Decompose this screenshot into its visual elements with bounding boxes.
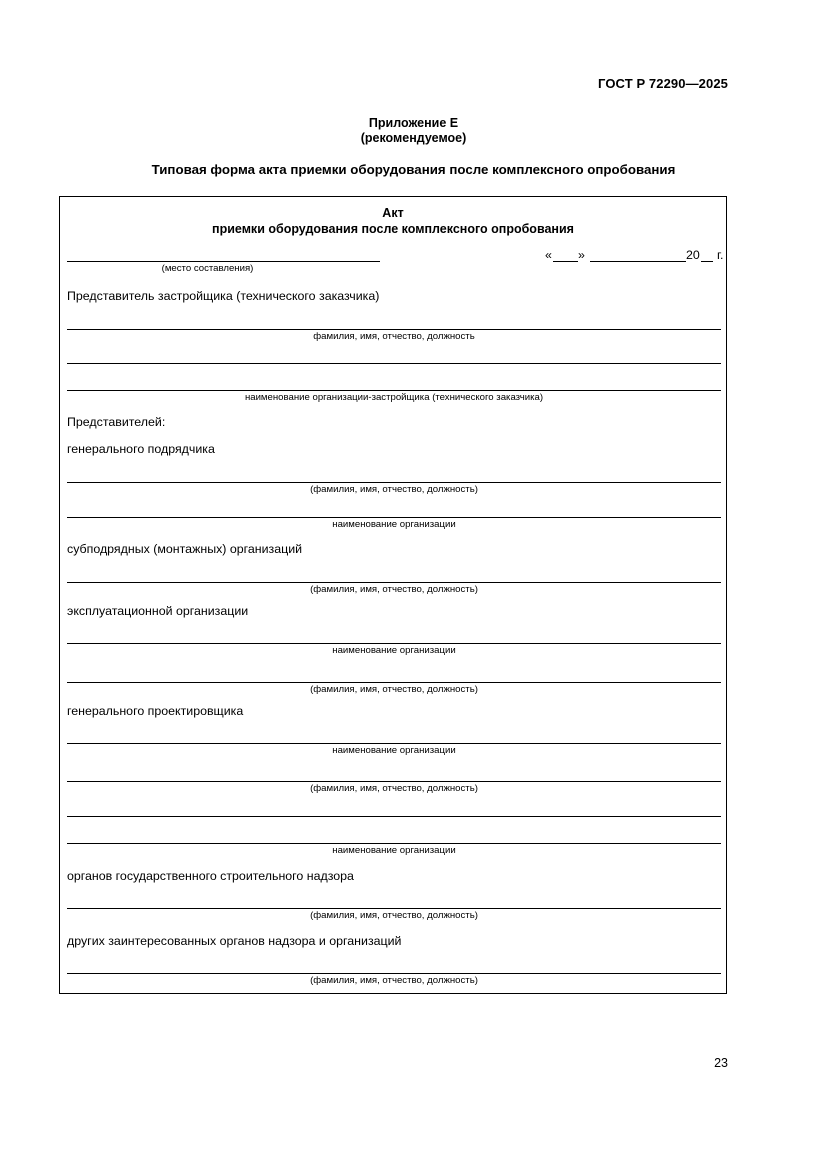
date-close-quote: » <box>578 248 585 262</box>
other-bodies-name-field[interactable] <box>67 973 721 974</box>
act-subtitle: приемки оборудования после комплексного опробования <box>212 222 574 236</box>
other-bodies-label: других заинтересованных органов надзора и организаций <box>67 934 402 948</box>
general-contractor-org-field[interactable] <box>67 517 721 518</box>
annex-type: (рекомендуемое) <box>360 131 467 145</box>
date-year-prefix: 20 <box>686 248 700 262</box>
other-bodies-name-caption: (фамилия, имя, отчество, должность) <box>310 975 478 986</box>
developer-extra-field[interactable] <box>67 363 721 364</box>
general-designer-extra-field[interactable] <box>67 816 721 817</box>
developer-name-caption: фамилия, имя, отчество, должность <box>313 331 475 342</box>
general-designer-name-caption: (фамилия, имя, отчество, должность) <box>310 783 478 794</box>
general-contractor-label: генерального подрядчика <box>67 442 215 456</box>
subcontractors-label: субподрядных (монтажных) организаций <box>67 542 303 556</box>
date-year-field[interactable] <box>701 261 713 262</box>
subcontractors-name-caption: (фамилия, имя, отчество, должность) <box>310 584 478 595</box>
general-designer-name-field[interactable] <box>67 781 721 782</box>
subcontractors-name-field[interactable] <box>67 582 721 583</box>
annex-title: Приложение Е <box>368 116 459 130</box>
page-number: 23 <box>714 1056 728 1070</box>
operating-org-name-field[interactable] <box>67 682 721 683</box>
general-designer-org-caption: наименование организации <box>332 745 456 756</box>
general-designer-label: генерального проектировщика <box>67 704 244 718</box>
place-field[interactable] <box>67 261 380 262</box>
developer-org-caption: наименование организации-застройщика (технического заказчика) <box>244 392 544 403</box>
date-open-quote: « <box>545 248 552 262</box>
annex-heading: Типовая форма акта приемки оборудования после комплексного опробования <box>151 162 676 177</box>
operating-org-name-caption: (фамилия, имя, отчество, должность) <box>310 684 478 695</box>
general-contractor-name-field[interactable] <box>67 482 721 483</box>
general-contractor-org-caption: наименование организации <box>332 519 456 530</box>
document-code: ГОСТ Р 72290—2025 <box>598 76 728 91</box>
state-supervision-name-field[interactable] <box>67 908 721 909</box>
date-month-field[interactable] <box>590 261 686 262</box>
act-form <box>59 196 727 994</box>
representatives-label: Представителей: <box>67 415 166 429</box>
general-designer-org2-caption: наименование организации <box>332 845 456 856</box>
place-caption: (место составления) <box>161 263 254 274</box>
state-supervision-name-caption: (фамилия, имя, отчество, должность) <box>310 910 478 921</box>
general-contractor-name-caption: (фамилия, имя, отчество, должность) <box>310 484 478 495</box>
developer-name-field[interactable] <box>67 329 721 330</box>
state-supervision-label: органов государственного строительного надзора <box>67 869 354 883</box>
general-designer-org-field[interactable] <box>67 743 721 744</box>
developer-label: Представитель застройщика (технического заказчика) <box>67 289 380 303</box>
general-designer-org2-field[interactable] <box>67 843 721 844</box>
operating-org-field[interactable] <box>67 643 721 644</box>
operating-org-label: эксплуатационной организации <box>67 604 249 618</box>
operating-org-caption: наименование организации <box>332 645 456 656</box>
act-title: Акт <box>382 206 404 220</box>
developer-org-field[interactable] <box>67 390 721 391</box>
date-day-field[interactable] <box>553 261 578 262</box>
date-year-suffix: г. <box>717 248 724 262</box>
